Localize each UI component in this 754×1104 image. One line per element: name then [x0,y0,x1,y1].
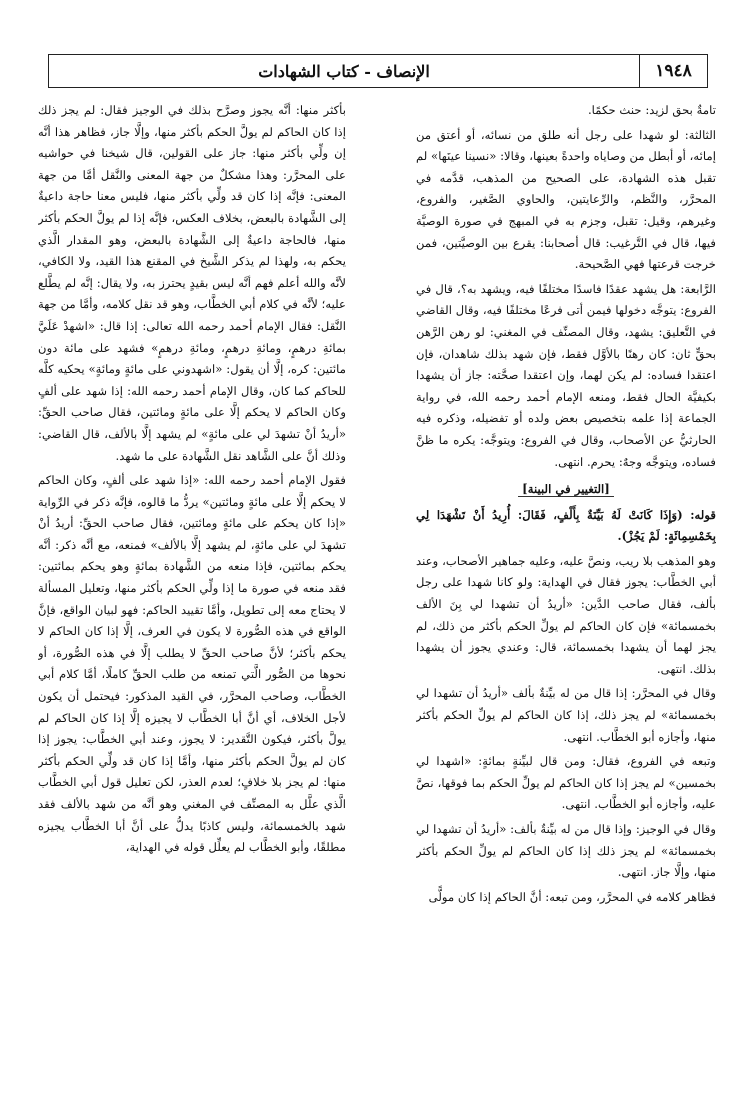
paragraph: وقال في المحرَّر: إذا قال من له بيِّنةٌ بألف «أريدُ أن تشهدا لي بخمسمائة» لم يجز ذلك، إذا كان الحاكم لم يولِّ الحكم بأكثر منها، وأجازه أبو الخطَّاب. انتهى. [416,686,716,744]
left-column [38,100,346,1090]
running-title: الإنصاف - كتاب الشهادات [258,61,430,81]
quoted-text: قوله: (وَإِذَا كَانَتْ لَهُ بَيِّنَةٌ بِأَلْفٍ، فَقَالَ: أُرِيدُ أَنْ تَشْهَدَا لِي بِخَمْسِمِائَةٍ: لَمْ يَجُزْ). [416,507,716,544]
paragraph: الثالثة: لو شهدا على رجل أنه طلق من نسائه، أو أعتق من إمائه، أو أبطل من وصاياه واحدةً بعينها، وقالا: «نسينا عينَها» لم تقبل هذه الشهادة، على الصحيح من المذهب، قدَّمه في المحرَّر، والنَّظم، والرِّعايتين، والحاوي الصَّغير، والفروع، وغيرهم، وقيل: تقبل، وجزم به في المبهج في صورة الوصيَّة فيها، قال في التَّرغيب: قال أصحابنا: يقرع بين الوصيَّتين، فمن خرجت قرعتها فهي الصَّحيحة. [416,127,716,272]
paragraph: وهو المذهب بلا ريب، ونصَّ عليه، وعليه جماهير الأصحاب، وعند أبي الخطَّاب: يجوز فقال في الهداية: ولو كانا شهدا على رجل بألف، فقال صاحب الدَّين: «أريدُ أن تشهدا لي بِنَ الألف بخمسمائة» فإن كان الحاكم لم يولِّ الحكم بأكثر من ذلك، لم يجز لهما أن يشهدا بخمسمائة، قال: وعندي يجوز أن يشهدا بذلك. انتهى. [416,553,716,676]
paragraph: فظاهر كلامه في المحرَّر، ومن تبعه: أنَّ الحاكم إذا كان مولًّى [428,889,716,904]
paragraph: فقول الإمام أحمد رحمه الله: «إذا شهد على ألفٍ، وكان الحاكم لا يحكم إلَّا على مائةٍ ومائتين» يردُّ ما قالوه، فإنَّه ذكر في الرِّواية «إذا كان يحكم على مائةٍ ومائتين، فقال صاحب الحقِّ: أريدُ أنْ تشهدَ لي على مائةٍ، لم يشهد إلَّا بالألف» فمنعه، مع أنَّه ذكر: أنَّه يحكم بمائتين، فإذا منعه من الشَّهادة بمائةٍ وهو يحكم بمائتين: فقد منعه في صورة ما إذا ولِّي الحكم بأكثر منها، وتعليل المسألة لا يحتاج معه إلى تطويل، وأمَّا تقييد الحاكم: فهو لبيان الواقع، فإنَّ الواقع في هذه الصُّورة لا يكون في العرف، إلَّا إذا كان الحاكم لا يحكم بأكثر؛ لأنَّ صاحب الحقِّ لا يطلب إلَّا في هذه الصُّورة، أو نحوها من الصُّور الَّتي تمنعه من طلب الحقِّ كاملًا، أمَّا كلام أبي الخطَّاب، وصاحب المحرَّر، في القيد المذكور: فيحتمل أن يكون لأجل الخلاف، أي أنَّ أبا الخطَّاب لا يجيزه إلَّا إذا كان الحاكم لم يولَّ بأكثر، فيكون التَّقدير: لا يجوز، وعند أبي الخطَّاب: يجوز إذا كان لم يولَّ الحكم بأكثر منها، وأمَّا إذا كان قد ولِّي الحكم بأكثر منها: لم يجز بلا خلافٍ؛ لعدم العذر، لكن تعليل قول أبي الخطَّاب الَّذي علَّل به المصنِّف في المغني وهو أنَّه من شهد بالألف فقد شهد بالخمسمائة، وليس كاذبًا يدلُّ على أنَّ أبا الخطَّاب يجيزه مطلقًا، وأبو الخطَّاب لم يعلِّل قوله في الهداية، [38,473,346,855]
page-header [48,54,708,88]
paragraph: وقال في الوجيز: وإذا قال من له بيِّنةٌ بألف: «أريدُ أن تشهدا لي بخمسمائة» لم يجز ذلك إذا كان الحاكم لم يولِّ الحكم بأكثر منها، وإلَّا جاز. انتهى. [416,822,716,880]
right-column [416,100,716,1090]
paragraph: الرَّابعة: هل يشهد عقدًا فاسدًا مختلفًا فيه، ويشهد به؟، قال في الفروع: يتوجَّه دخولها فيمن أتى فرعًا مختلفًا فيه، وقال القاضي في التَّعليق: يشهد، وقال المصنِّف في المغني: لو رهن الرَّهن بحقٍّ ثان: كان رهنًا بالأوَّل فقط، فإن شهد بذلك شاهدان، فإن اعتقدا فساده: لم يكن لهما، وإن اعتقدا صحَّته: جاز أن يشهدا بكيفيَّة الحال فقط، ومنعه الإمام أحمد رحمه الله، في رواية الجماعة إذا علمه بتخصيص بعض ولده أو تفضيله، وذكره فيه الحارثيُّ عن الأصحاب، وقال في الفروع: ويتوجَّه: يكره ما ظنَّ فساده، ويتوجَّه وجهٌ: يحرم. انتهى. [416,281,716,469]
paragraph: تامةٌ بحق لزيد: حنث حكمًا. [587,103,716,117]
section-heading: [التغيير في البينة] [518,482,614,497]
section-heading-wrap [416,479,716,501]
paragraph: بأكثر منها: أنَّه يجوز وصرَّح بذلك في الوجيز فقال: لم يجز ذلك إذا كان الحاكم لم يولَّ الحكم بأكثر منها، وإلَّا جاز، فظاهر هذا أنَّه إن ولِّي بأكثر منها: جاز على القولين، قال شيخنا في حواشيه على المحرَّر: وهذا مشكلٌ من جهة المعنى والنَّقل أمَّا من جهة المعنى: فإنَّه إذا كان قد ولِّي بأكثر منها، فليس معنا حاجة داعيةٌ إلى الشَّهادة بالبعض، بخلاف العكس، فإنَّه إذا لم يولَّ الحكم بأكثر منها، فالحاجة داعيةٌ إلى الشَّهادة بالبعض، وهو المقدار الَّذي يحكم به، ولهذا لم يذكر الشَّيخ في المقنع هذا القيد، ولا الكافي، لأنَّه والله أعلم فهم أنَّه ليس بقيدٍ يحترز به، ولا يقال: إنَّه لم يطَّلع عليه؛ لأنَّه في كلام أبي الخطَّاب، وهو قد نقل كلامه، وأمَّا من جهة النَّقل: فقال الإمام أحمد رحمه الله تعالى: إذا قال: «اشهدْ عَلَيَّ بمائةِ درهمٍ، ومائةِ درهمٍ، ومائةِ درهمٍ» فشهد على مائة دون مائتين: كره، إلَّا أن يقول: «اشهدوني على مائةٍ ومائةٍ» يحكيه كلَّه للحاكم كما كان، وقال الإمام أحمد رحمه الله: إذا شهد على ألفٍ وكان الحاكم لا يحكم إلَّا على مائةٍ ومائتين، فقال صاحب الحقِّ: «أريدُ أنْ تشهدَ لي على مائةٍ» لم يشهد إلَّا بالألف، قال القاضي: وذلك أنَّ على الشَّاهد نقل الشَّهادة على ما شهد. [38,103,346,463]
page-number: ١٩٤٨ [639,55,707,87]
paragraph: وتبعه في الفروع، فقال: ومن قال لبيِّنةٍ بمائةٍ: «اشهدا لي بخمسين» لم يجز إذا كان الحاكم لم يولِّ الحكم بما فوقها، نصَّ عليه، وأجازه أبو الخطَّاب. انتهى. [416,754,716,812]
